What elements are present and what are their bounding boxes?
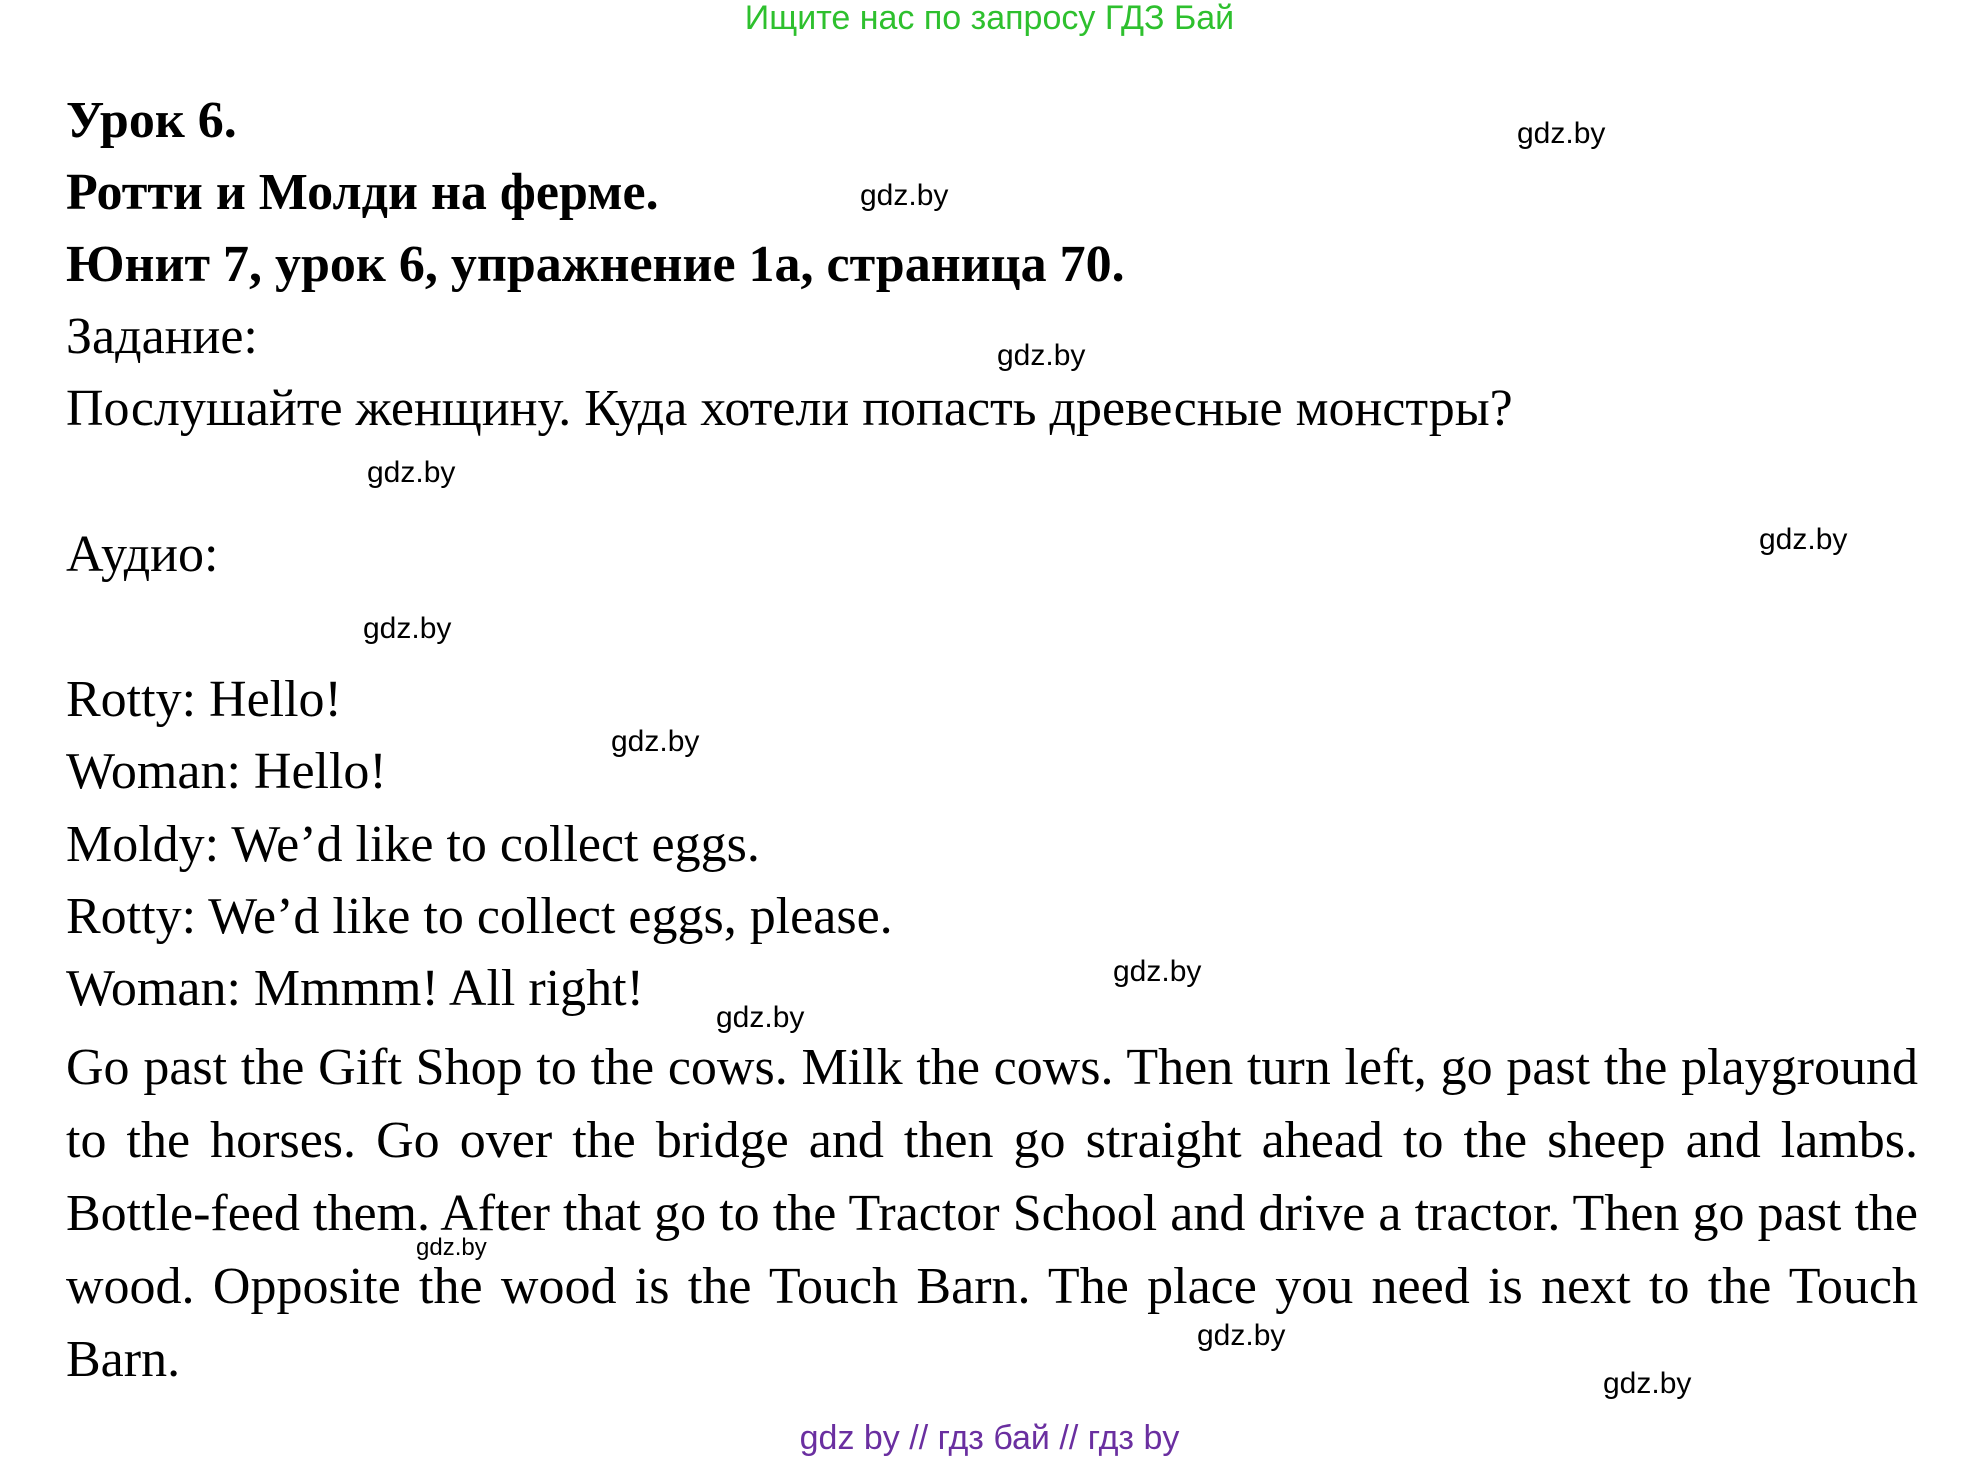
task-text: Послушайте женщину. Куда хотели попасть древесные монстры? — [66, 380, 1513, 437]
dialogue-line: Rotty: Hello! — [66, 671, 342, 728]
watermark: gdz.by — [611, 725, 700, 758]
audio-label: Аудио: — [66, 526, 219, 583]
task-label: Задание: — [66, 308, 258, 365]
watermark: gdz.by — [416, 1234, 487, 1261]
top-banner: Ищите нас по запросу ГДЗ Бай — [744, 0, 1235, 37]
lesson-title: Урок 6. — [66, 92, 237, 149]
dialogue-line: Moldy: We’d like to collect eggs. — [66, 816, 760, 873]
watermark: gdz.by — [367, 456, 456, 489]
watermark: gdz.by — [1603, 1367, 1692, 1400]
exercise-reference: Юнит 7, урок 6, упражнение 1а, страница 70. — [66, 236, 1125, 293]
watermark: gdz.by — [860, 179, 949, 212]
footer-links: gdz by // гдз бай // гдз by — [799, 1419, 1180, 1457]
directions-paragraph: Go past the Gift Shop to the cows. Milk the cows. Then turn left, go past the playground to the horses. Go over the bridge and then go straight ahead to the sheep and lambs. Bottle-feed them. After that go to the Tractor School and drive a tractor. Then go past the wood. Opposite the wood is the Touch Barn. The place you need is next to the Touch Barn. — [66, 1039, 1918, 1388]
watermark: gdz.by — [1517, 117, 1606, 150]
watermark: gdz.by — [1759, 523, 1848, 556]
watermark: gdz.by — [997, 339, 1086, 372]
watermark: gdz.by — [1113, 955, 1202, 988]
dialogue-line: Rotty: We’d like to collect eggs, please. — [66, 888, 893, 945]
lesson-subtitle: Ротти и Молди на ферме. — [66, 164, 659, 221]
watermark: gdz.by — [716, 1001, 805, 1034]
watermark: gdz.by — [1197, 1319, 1286, 1352]
dialogue-line: Woman: Hello! — [66, 743, 387, 800]
dialogue-line: Woman: Mmmm! All right! — [66, 960, 644, 1017]
watermark: gdz.by — [363, 612, 452, 645]
